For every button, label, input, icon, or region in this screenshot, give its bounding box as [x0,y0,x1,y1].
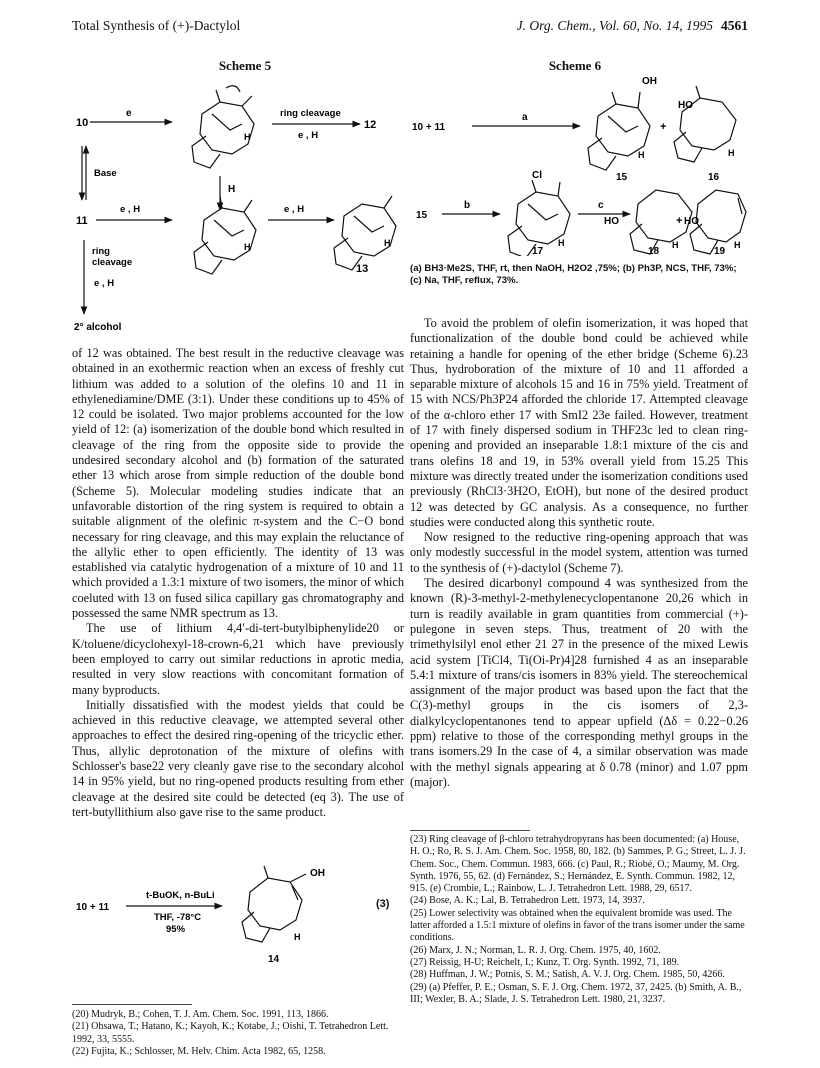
label-oh-15: OH [642,76,657,87]
label-15: 15 [616,172,628,183]
label-step-b: b [464,200,471,211]
label-eq3-reagent-top: t-BuOK, n-BuLi [146,890,215,901]
label-cleavage: cleavage [92,257,133,268]
label-eq3-yield: 95% [166,924,186,935]
paragraph: The desired dicarbonyl compound 4 was synthesized from the known (R)-3-methyl-2-methylenecyclopentanone 20,26 which in turn is readily available in gram quantities from commercial (+)-pulegone in seven steps. Thus, treatment of 20 with the trimethylsilyl enol ether 21 27 in the presence of the mixed Lewis acid system [TiCl4, Ti(Oi-Pr)4]28 furnished 4 as an inseparable 5.4:1 mixture of trans/cis isomers in 83% yield. The stereochemical assignment of the major product was based upon the fact that the C(3)-methyl groups in the cis isomers of 2,3-dialkylcyclopentanones tend to appear upfield (Δδ = 0.22−0.26 ppm) relative to those of the corresponding methyl groups in the trans isomers.29 In the case of 4, a similar observation was made with the methyl signals appearing at δ 0.78 (minor) and 1.07 ppm (major). [410,576,748,789]
label-e-h-middle: e , H [120,204,141,215]
footnote: (28) Huffman, J. W.; Potnis, S. M.; Satish, A. V. J. Org. Chem. 1985, 50, 4266. [410,969,725,981]
footnote-rule-left [72,1004,192,1005]
scheme-6-title: Scheme 6 [548,58,602,73]
label-14: 14 [268,954,280,965]
label-reactants-10-11: 10 + 11 [412,122,446,133]
label-10: 10 [76,117,89,129]
label-h-middle: H [244,242,251,252]
label-oh-14: OH [310,868,325,879]
label-ho-16: HO [678,100,693,111]
footnote: (29) (a) Pfeffer, P. E.; Osman, S. F. J. Org. Chem. 1972, 37, 2425. (b) Smith, A. B., III; Wexler, B. A.; Slade, J. S. Tetrahedron Lett. 1980, 21, 3237. [410,981,742,1005]
label-plus-1: + [660,121,667,133]
page-number: 4561 [721,18,748,33]
label-h-plus: H [228,184,236,195]
running-title: Total Synthesis of (+)-Dactylol [72,18,241,33]
paragraph: The use of lithium 4,4′-di-tert-butylbiphenylide20 or K/toluene/dicyclohexyl-18-crown-6,21 which have previously been employed to carry out similar reductions in aprotic media, resulted in very slow reactions with concomitant formation of many byproducts. [72,621,404,697]
label-h-13: H [384,238,391,248]
compound-14-structure [242,866,306,942]
footnote: (20) Mudryk, B.; Cohen, T. J. Am. Chem. Soc. 1991, 113, 1866. [72,1009,329,1020]
radical-anion-structure [192,86,254,168]
label-plus-2: + [676,215,683,227]
journal-name: J. Org. Chem., Vol. 60, No. 14, 1995 [516,18,713,33]
label-ho-19: HO [684,216,699,227]
label-e-h-right: e , H [284,204,305,215]
compound-18-structure [630,190,692,254]
footnote: (23) Ring cleavage of β-chloro tetrahydropyrans has been documented: (a) House, H. O.; Ro, R. S. J. Am. Chem. Soc. 1958, 80, 182. (b) Sammes, P. G.; Street, L. J. J. Chem. Soc., Chem. Commun. 1983, 666. (c) Paul, R.; Riobé, O.; Maumy, M. Org. Synth. 1976, 55, 62. (d) Fernández, S.; Hernández, E. Synth. Commun. 1982, 12, 915. (e) Crombie, L.; Rainbow, L. J. Tetrahedron Lett. 1988, 29, 6517. [410,834,746,895]
journal-citation [517,18,748,34]
paragraph: Now resigned to the reductive ring-opening approach that was only modestly successful in the model system, attention was turned to the synthesis of (+)-dactylol (Scheme 7). [410,530,748,575]
right-column-body [410,316,748,790]
label-e-h-bottom: e , H [94,278,115,289]
label-eq3-reagent-bottom: THF, -78°C [154,912,202,923]
label-ring-cleavage-top: ring cleavage [280,108,341,119]
paragraph: Initially dissatisfied with the modest yields that could be achieved in this reductive cleavage, we attempted several other approaches to effect the desired ring-opening of the tricyclic ether. Thus, allylic deprotonation of the mixture of olefins with Schlosser's base22 very cleanly gave rise to the secondary alcohol 14 in 95% yield, but no ring-opened products resulting from ether cleavage at the desired site could be detected (eq 3). The use of tert-butyllithium also gave rise to the same product. [72,697,404,819]
label-h-14: H [294,932,301,942]
right-footnotes [410,834,748,1006]
footnote: (24) Bose, A. K.; Lal, B. Tetrahedron Lett. 1973, 14, 3937. [410,895,645,907]
equation-3-diagram [72,856,404,976]
compound-13-structure [334,196,396,270]
label-16: 16 [708,172,720,183]
label-h-top: H [244,132,251,142]
left-footnotes [72,1009,404,1058]
label-19: 19 [714,246,726,256]
intermediate-structure [194,196,256,274]
scheme-5-diagram [72,74,404,334]
paragraph: To avoid the problem of olefin isomerization, it was hoped that functionalization of the double bond could be achieved while retaining a handle for opening of the ether bridge (Scheme 6).23 Thus, hydroboration of the mixture of 10 and 11 afforded a separable mixture of alcohols 15 and 16 in 75% yield. Treatment of 15 with NCS/Ph3P24 afforded the chloride 17. Attempted cleavage of the α-chloro ether 17 with SmI2 23e failed. However, treatment of 17 with finely dispersed sodium in THF23c led to clean ring-opening and provided an inseparable 1.8:1 mixture of the cis and trans olefins 18 and 19, in 53% overall yield from 15.25 This mixture was directly treated under the isomerization conditions used previously (RhCl3·3H2O, EtOH), but none of the desired product 12 was detected by GC analysis. As a consequence, no further studies were conducted along this synthetic route. [410,316,748,529]
label-cl-17: Cl [532,170,542,181]
label-ho-18: HO [604,216,619,227]
label-eq3-reactants: 10 + 11 [76,902,110,913]
footnote: (26) Marx, J. N.; Norman, L. R. J. Org. Chem. 1975, 40, 1602. [410,944,661,956]
footnote: (27) Reissig, H-U; Reichelt, I.; Kunz, T. Org. Synth. 1992, 71, 189. [410,956,680,968]
footnote-rule-right [410,830,530,831]
label-12: 12 [364,119,377,131]
scheme-5-title: Scheme 5 [218,58,272,73]
label-h-15: H [638,150,645,160]
label-step-a: a [522,112,528,123]
label-h-17: H [558,238,565,248]
label-ring: ring [92,246,110,257]
label-e-h-top: e , H [298,130,319,141]
paragraph: of 12 was obtained. The best result in the reductive cleavage was obtained in an exothermic reaction when an excess of freshly cut lithium was added to a solution of the olefins 10 and 11 in ethylenediamine/DME (3:1). Under these conditions up to 45% of 12 could be isolated. Two major problems accounted for the low yield of 12: (a) isomerization of the double bond which resulted in cleavage of the ring from the opposite side to provide the undesired secondary alcohol and (b) formation of the saturated ether 13 which arose from simple reduction of the double bond (Scheme 5). Molecular modeling studies indicate that an unfavorable distortion of the ring system is required to obtain a suitable alignment of the olefinic π-system and the C−O bond necessary for ring cleavage, and this may explain the reluctance of the allylic ether to open efficiently. The identity of 13 was established via catalytic hydrogenation of a mixture of 10 and 11 which provided a 1.3:1 mixture of two isomers, the minor of which coeluted with 13 on fused silica capillary gas chromatography and possessed the same NMR spectrum as 13. [72,346,404,621]
footnote: (25) Lower selectivity was obtained when the equivalent bromide was used. The latter afforded a 1.5:1 mixture of olefins in favor of the trans isomer under the same conditions. [410,907,745,944]
label-15-start: 15 [416,210,428,221]
label-e-top: e [126,108,132,119]
label-h-16: H [728,148,735,158]
label-h-19: H [734,240,741,250]
page-header [72,18,748,38]
compound-16-structure [674,86,736,162]
scheme-6-diagram [408,74,748,256]
label-step-c: c [598,200,604,211]
label-base: Base [94,168,117,179]
label-17: 17 [532,246,544,256]
label-13: 13 [356,263,369,275]
label-18: 18 [648,246,660,256]
label-11: 11 [76,215,88,227]
scheme-6-conditions: (a) BH3·Me2S, THF, rt, then NaOH, H2O2 ,75%; (b) Ph3P, NCS, THF, 73%; (c) Na, THF, reflux, 73%. [410,263,737,286]
label-h-18: H [672,240,679,250]
footnote: (22) Fujita, K.; Schlosser, M. Helv. Chim. Acta 1982, 65, 1258. [72,1045,326,1057]
left-column-body [72,346,404,820]
equation-number: (3) [376,898,390,910]
label-secondary-alcohol: 2° alcohol [74,322,122,333]
footnote: (21) Ohsawa, T.; Hatano, K.; Kayoh, K.; Kotabe, J.; Oishi, T. Tetrahedron Lett. 1992, 33, 5555. [72,1021,389,1045]
